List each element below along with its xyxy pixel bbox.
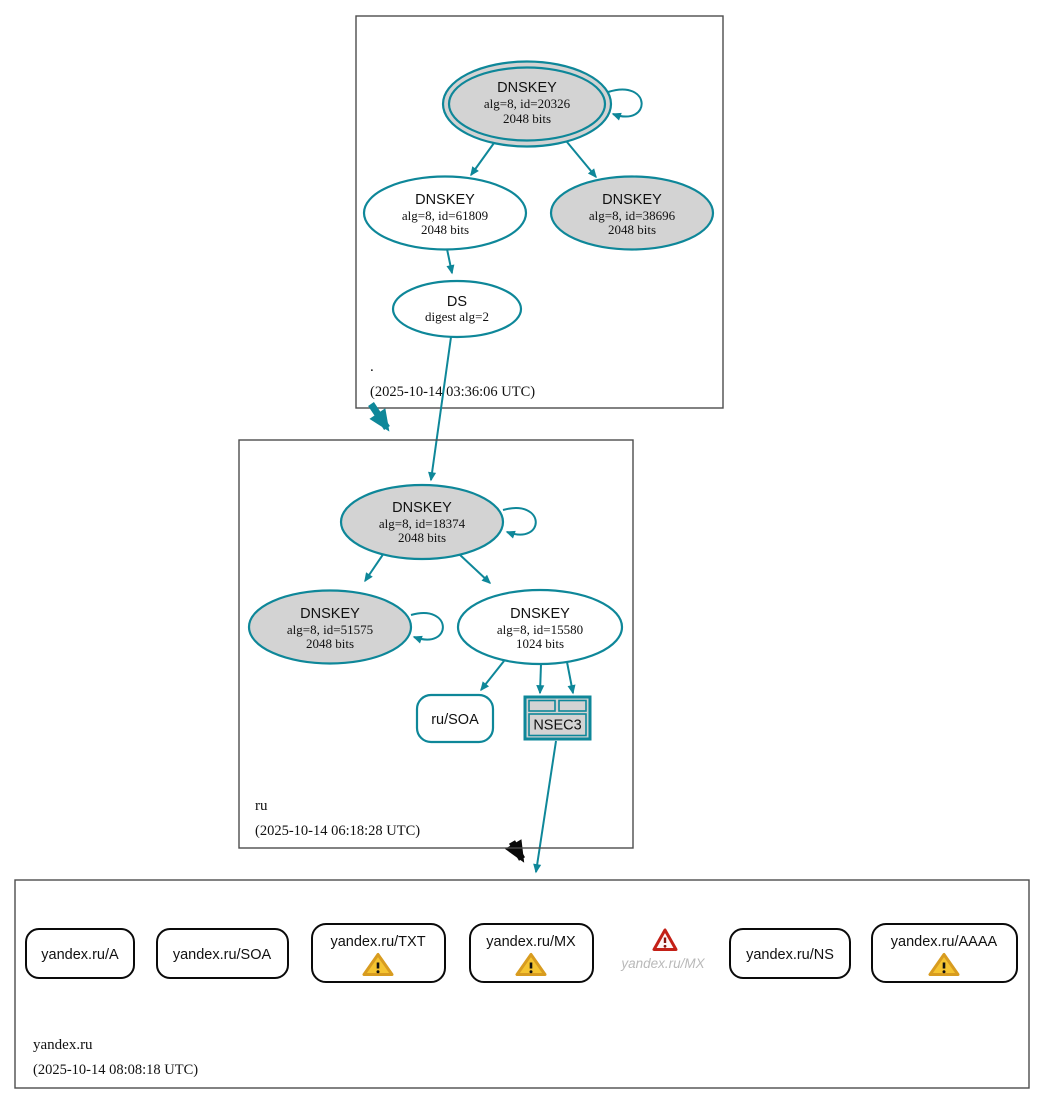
ru-zsk-title: DNSKEY [510, 606, 570, 622]
edge-root-zsk-to-ds [447, 249, 452, 273]
ru-ksk-alg: alg=8, id=18374 [378, 516, 466, 531]
zone-timestamp-yandex: (2025-10-14 08:08:18 UTC) [33, 1062, 199, 1078]
yandex-ns-label: yandex.ru/NS [746, 947, 834, 963]
zone-timestamp-root: (2025-10-14 03:36:06 UTC) [370, 384, 536, 400]
zone-label-root: . [370, 359, 374, 375]
zone-label-ru: ru [255, 798, 268, 814]
edge-ru-ksk-to-key51575 [365, 553, 384, 581]
dnskey-node-ru-51575 [249, 591, 411, 664]
root-38696-title: DNSKEY [602, 192, 662, 208]
edge-ru-zsk-to-nsec3-left [540, 664, 541, 693]
ds-node-root [393, 281, 521, 337]
edge-ru-key51575-selfloop [411, 613, 443, 640]
edge-root-ksk-to-zsk [471, 143, 494, 175]
rrset-node-yandex-ns [730, 929, 850, 978]
edge-ru-zsk-to-soa [481, 661, 504, 690]
root-zsk-title: DNSKEY [415, 192, 475, 208]
edge-root-ksk-selfloop [608, 90, 642, 117]
root-ksk-title: DNSKEY [497, 80, 557, 96]
root-zsk-bits: 2048 bits [420, 222, 470, 237]
ru-zsk-bits: 1024 bits [515, 636, 565, 651]
error-node-yandex-mx [620, 930, 705, 971]
nsec3-cell-right [559, 701, 586, 712]
dnskey-node-root-38696 [551, 177, 713, 250]
rrset-node-yandex-a [26, 929, 134, 978]
yandex-mx-label: yandex.ru/MX [486, 934, 576, 950]
dnskey-node-ru-zsk [458, 590, 622, 664]
nsec3-label: NSEC3 [533, 717, 582, 734]
edge-root-ksk-to-key38696 [567, 142, 596, 177]
edge-ru-zsk-to-nsec3-right [567, 662, 573, 693]
dnskey-node-root-ksk [443, 62, 611, 147]
root-ksk-alg: alg=8, id=20326 [483, 96, 571, 111]
yandex-soa-label: yandex.ru/SOA [172, 947, 272, 963]
ru-ksk-bits: 2048 bits [397, 530, 447, 545]
zone-timestamp-ru: (2025-10-14 06:18:28 UTC) [255, 823, 421, 839]
ru-zsk-alg: alg=8, id=15580 [496, 622, 584, 637]
yandex-aaaa-label: yandex.ru/AAAA [890, 934, 998, 950]
dnskey-node-ru-ksk [341, 485, 503, 559]
nsec3-cell-left [529, 701, 555, 712]
ru-ksk-title: DNSKEY [392, 500, 452, 516]
yandex-mx-ghost-label: yandex.ru/MX [621, 956, 705, 971]
ds-digest: digest alg=2 [424, 309, 490, 324]
root-38696-bits: 2048 bits [607, 222, 657, 237]
edge-ru-ksk-selfloop [503, 508, 536, 535]
edge-nsec3-to-yandex [536, 741, 556, 872]
zone-label-yandex: yandex.ru [33, 1037, 93, 1053]
ru-51575-title: DNSKEY [300, 606, 360, 622]
rrset-node-yandex-aaaa [872, 924, 1017, 982]
ds-title: DS [446, 294, 468, 310]
root-38696-alg: alg=8, id=38696 [588, 208, 676, 223]
rrset-node-yandex-mx [470, 924, 593, 982]
error-icon [654, 930, 676, 950]
root-zsk-alg: alg=8, id=61809 [401, 208, 489, 223]
ru-soa-label: ru/SOA [431, 712, 479, 728]
edge-ru-ksk-to-zsk [459, 554, 490, 583]
zone-box-yandex [15, 880, 1029, 1088]
yandex-txt-label: yandex.ru/TXT [330, 934, 426, 950]
delegation-arrow-ru-to-yandex [512, 842, 522, 859]
rrset-node-yandex-soa [157, 929, 288, 978]
yandex-a-label: yandex.ru/A [41, 947, 119, 963]
rrset-node-yandex-txt [312, 924, 445, 982]
ru-51575-bits: 2048 bits [305, 636, 355, 651]
dnskey-node-root-zsk [364, 177, 526, 250]
root-ksk-bits: 2048 bits [502, 111, 552, 126]
ru-51575-alg: alg=8, id=51575 [286, 622, 374, 637]
nsec3-node-ru [525, 697, 590, 739]
rrset-node-ru-soa [417, 695, 493, 742]
